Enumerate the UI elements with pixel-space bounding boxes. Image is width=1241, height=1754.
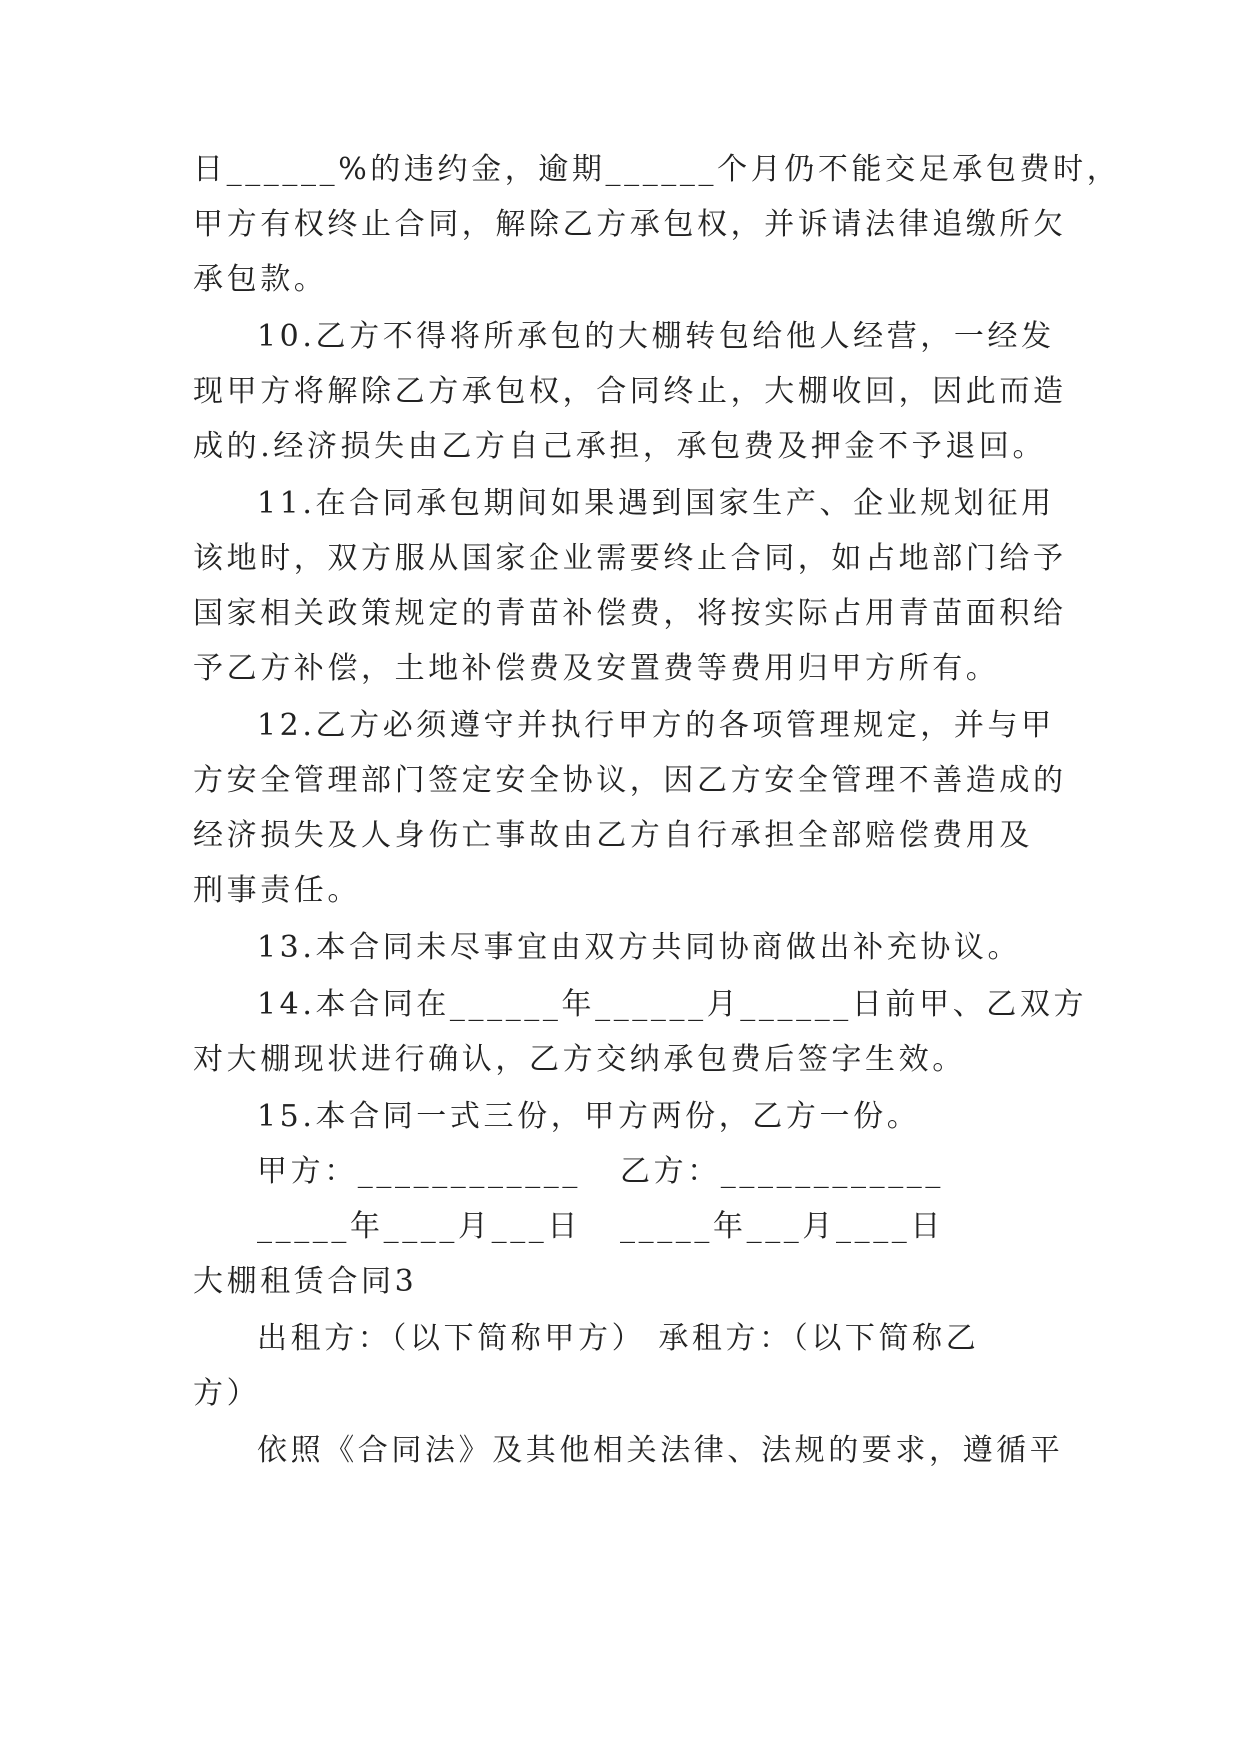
basis-line: 依照《合同法》及其他相关法律、法规的要求，遵循平 [257,1433,1064,1468]
text-line: 予乙方补偿，土地补偿费及安置费等费用归甲方所有。 [193,651,1000,686]
text-line: 对大棚现状进行确认，乙方交纳承包费后签字生效。 [193,1042,966,1077]
signature-date-a: _____年____月___日 [257,1209,581,1244]
clause-12: 12.乙方必须遵守并执行甲方的各项管理规定，并与甲 [257,708,1055,743]
signature-party-b: 乙方：____________ [620,1154,944,1189]
text-line: 甲方有权终止合同，解除乙方承包权，并诉请法律追缴所欠 [193,207,1067,242]
clause-13: 13.本合同未尽事宜由双方共同协商做出补充协议。 [257,930,1022,965]
text-line: 经济损失及人身伤亡事故由乙方自行承担全部赔偿费用及 [193,818,1033,853]
text-line: 刑事责任。 [193,873,361,908]
section-title: 大棚租赁合同3 [193,1264,418,1299]
text-line: 该地时，双方服从国家企业需要终止合同，如占地部门给予 [193,541,1067,576]
clause-14: 14.本合同在______年______月______日前甲、乙双方 [257,987,1088,1022]
signature-party-a: 甲方：____________ [257,1154,581,1189]
text-line: 方） [193,1376,261,1411]
clause-15: 15.本合同一式三份，甲方两份，乙方一份。 [257,1099,921,1134]
text-line: 现甲方将解除乙方承包权，合同终止，大棚收回，因此而造 [193,374,1067,409]
text-line: 方安全管理部门签定安全协议，因乙方安全管理不善造成的 [193,763,1067,798]
text-line: 承包款。 [193,262,328,297]
text-line: 成的.经济损失由乙方自己承担，承包费及押金不予退回。 [193,429,1047,464]
text-line: 国家相关政策规定的青苗补偿费，将按实际占用青苗面积给 [193,596,1067,631]
clause-10: 10.乙方不得将所承包的大棚转包给他人经营，一经发 [257,319,1055,354]
text-line: 日______%的违约金，逾期______个月仍不能交足承包费时， [193,152,1121,187]
signature-date-b: _____年___月____日 [620,1209,944,1244]
parties-line: 出租方：（以下简称甲方） 承租方：（以下简称乙 [257,1321,980,1356]
clause-11: 11.在合同承包期间如果遇到国家生产、企业规划征用 [257,486,1055,521]
